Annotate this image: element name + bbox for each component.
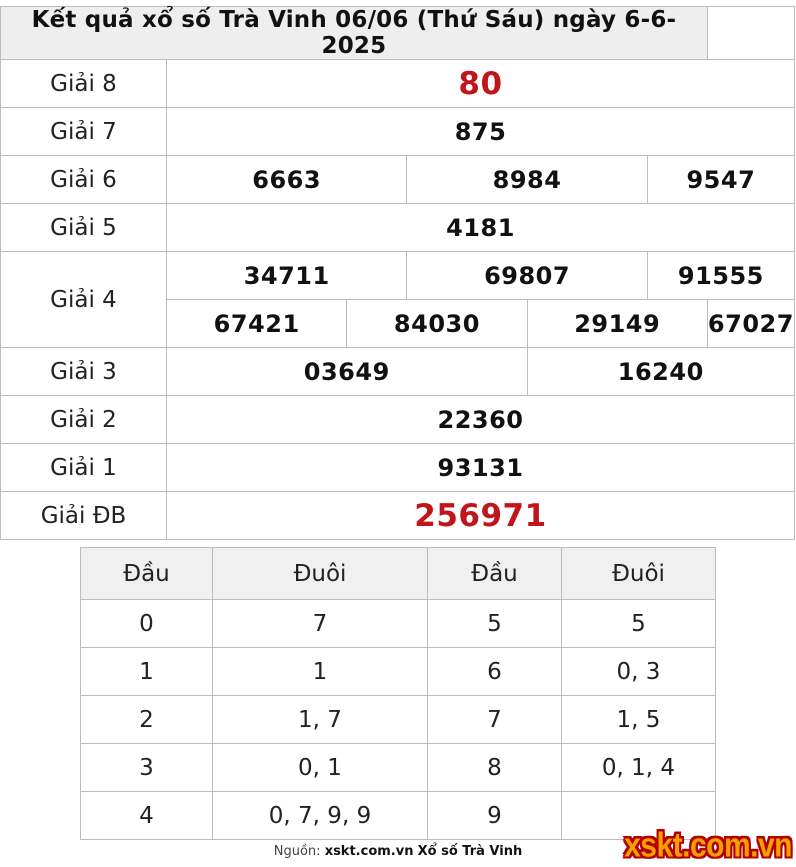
prize-row-g2: [1, 396, 795, 444]
prize-value: 84030: [347, 300, 527, 348]
prize-value: 9547: [647, 156, 794, 204]
prize-value: 875: [167, 108, 795, 156]
prize-row-g7: [1, 108, 795, 156]
table-cell: 1: [81, 648, 213, 696]
prize-value: 69807: [407, 252, 647, 300]
table-cell: 7: [428, 696, 562, 744]
prize-row-g6: [1, 156, 795, 204]
prize-row-g8: [1, 60, 795, 108]
prize-value: 22360: [167, 396, 795, 444]
column-header: Đầu: [428, 548, 562, 600]
prize-value: 67027: [707, 300, 794, 348]
column-header: Đầu: [81, 548, 213, 600]
prize-row-g1: [1, 444, 795, 492]
prize-value: 6663: [167, 156, 407, 204]
prize-label: Giải 8: [1, 60, 167, 108]
column-header: Đuôi: [213, 548, 428, 600]
table-cell: 5: [428, 600, 562, 648]
prize-row-g3: [1, 348, 795, 396]
table-row: [81, 648, 716, 696]
prize-value: 4181: [167, 204, 795, 252]
prize-value: 67421: [167, 300, 347, 348]
source-name: Xổ số Trà Vinh: [417, 844, 523, 859]
table-cell: 1: [213, 648, 428, 696]
table-cell: 4: [81, 792, 213, 840]
prize-label: Giải 1: [1, 444, 167, 492]
table-cell: 0: [81, 600, 213, 648]
table-cell: 0, 7, 9, 9: [213, 792, 428, 840]
table-cell: 5: [562, 600, 716, 648]
prize-value: 03649: [167, 348, 528, 396]
prize-row-db: [1, 492, 795, 540]
table-cell: 7: [213, 600, 428, 648]
table-row: [81, 600, 716, 648]
column-header: Đuôi: [562, 548, 716, 600]
prize-value: 8984: [407, 156, 647, 204]
prize-label: Giải 7: [1, 108, 167, 156]
jackpot-value: 256971: [167, 492, 795, 540]
table-cell: 3: [81, 744, 213, 792]
table-cell: 9: [428, 792, 562, 840]
prize-label: Giải 2: [1, 396, 167, 444]
table-cell: 2: [81, 696, 213, 744]
prize-label: Giải 3: [1, 348, 167, 396]
prize-label: Giải 4: [1, 252, 167, 348]
table-cell: 1, 7: [213, 696, 428, 744]
table-row: [81, 792, 716, 840]
source-link[interactable]: xskt.com.vn: [324, 844, 414, 859]
table-cell: 0, 1: [213, 744, 428, 792]
head-tail-header: [81, 548, 716, 600]
prize-label: Giải 6: [1, 156, 167, 204]
prize-row-g4: [1, 252, 795, 300]
prize-value: 91555: [647, 252, 794, 300]
table-cell: 1, 5: [562, 696, 716, 744]
prize-value: 29149: [527, 300, 707, 348]
prize-row-g5: [1, 204, 795, 252]
table-row: [81, 744, 716, 792]
results-table: [0, 6, 795, 540]
prize-value: 16240: [527, 348, 794, 396]
table-cell: 0, 3: [562, 648, 716, 696]
page-title: Kết quả xổ số Trà Vinh 06/06 (Thứ Sáu) ngày 6-6-2025: [1, 7, 708, 60]
prize-label: Giải 5: [1, 204, 167, 252]
site-logo[interactable]: xskt.com.vn: [624, 826, 792, 865]
table-cell: 0, 1, 4: [562, 744, 716, 792]
table-cell: 6: [428, 648, 562, 696]
prize-value: 80: [167, 60, 795, 108]
head-tail-table: [80, 547, 716, 840]
prize-label: Giải ĐB: [1, 492, 167, 540]
table-cell: 8: [428, 744, 562, 792]
prize-value: 34711: [167, 252, 407, 300]
prize-value: 93131: [167, 444, 795, 492]
table-row: [81, 696, 716, 744]
source-prefix: Nguồn:: [273, 844, 321, 859]
